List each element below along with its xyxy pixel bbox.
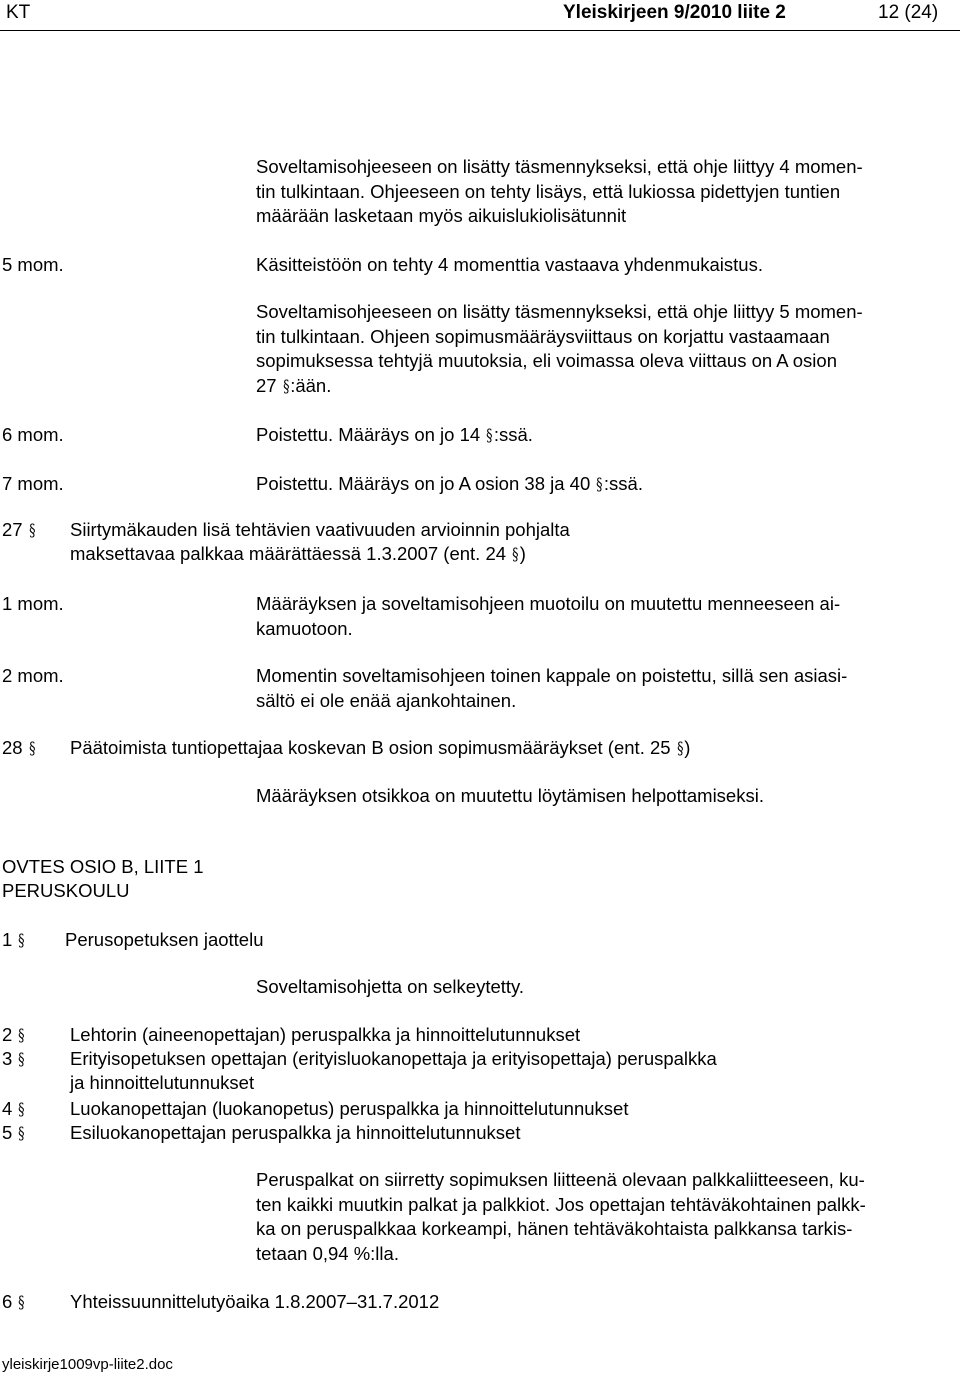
section-number: 6 <box>2 1291 13 1312</box>
section-sign-icon: § <box>282 376 290 397</box>
header-title: Yleiskirjeen 9/2010 liite 2 <box>563 2 786 23</box>
mom7-text <box>256 472 643 497</box>
section-number: 1 <box>2 929 13 950</box>
section-1-number <box>2 928 26 953</box>
section-27-title: Siirtymäkauden lisä tehtävien vaativuuden arvioinnin pohjalta <box>70 519 570 540</box>
title-suffix: ) <box>684 737 691 758</box>
section-28-title <box>70 736 690 761</box>
text-line: kamuotoon. <box>256 617 353 639</box>
section-3-title: Erityisopetuksen opettajan (erityisluokanopettaja ja erityisopettaja) peruspalkka <box>70 1048 717 1069</box>
section-27-title-cont <box>70 542 526 567</box>
section-28-note: Määräyksen otsikkoa on muutettu löytämisen helpottamiseksi. <box>256 785 764 806</box>
mom1-text <box>256 592 956 641</box>
section-number: 27 <box>2 519 23 540</box>
text-line: ten kaikki muutkin palkat ja palkkiot. Jos opettajan tehtäväkohtainen palkk- <box>256 1193 866 1215</box>
paragraph-salary-note <box>256 1168 956 1266</box>
section-sign-icon: § <box>18 1100 25 1120</box>
section-6-title: Yhteissuunnittelutyöaika 1.8.2007–31.7.2012 <box>70 1291 440 1312</box>
footer-filename: yleiskirje1009vp-liite2.doc <box>2 1356 173 1373</box>
section-sign-icon: § <box>18 1293 25 1313</box>
section-number: 5 <box>2 1122 13 1143</box>
section-sign-icon: § <box>28 739 36 759</box>
text-line: tin tulkintaan. Ohjeen sopimusmääräysviittaus on korjattu vastaamaan <box>256 325 830 347</box>
section-sign-icon: § <box>18 1124 25 1144</box>
section-4-title: Luokanopettajan (luokanopetus) peruspalkka ja hinnoittelutunnukset <box>70 1098 629 1119</box>
ref-number: 27 <box>256 374 277 396</box>
mom5-label: 5 mom. <box>2 254 64 275</box>
mom6-label: 6 mom. <box>2 424 64 445</box>
section-number: 28 <box>2 737 23 758</box>
section-27-number <box>2 518 36 543</box>
section-sign-icon: § <box>18 1026 25 1046</box>
text-line: Soveltamisohjeeseen on lisätty täsmennykseksi, että ohje liittyy 4 momen- <box>256 156 863 177</box>
header-left: KT <box>6 2 31 23</box>
section-number: 3 <box>2 1048 13 1069</box>
title-text: maksettavaa palkkaa määrättäessä 1.3.2007 (ent. 24 <box>70 543 507 564</box>
mom6-suffix: :ssä. <box>493 424 533 445</box>
section-5-title: Esiluokanopettajan peruspalkka ja hinnoittelutunnukset <box>70 1122 521 1143</box>
text-line: Peruspalkat on siirretty sopimuksen liitteenä olevaan palkkaliitteeseen, ku- <box>256 1169 865 1190</box>
mom7-prefix: Poistettu. Määräys on jo A osion 38 ja 40 <box>256 473 591 494</box>
ovtes-subheading: PERUSKOULU <box>2 880 130 901</box>
text-line: tetaan 0,94 %:lla. <box>256 1242 399 1264</box>
paragraph-5mom-note <box>256 300 956 399</box>
section-1-note: Soveltamisohjetta on selkeytetty. <box>256 976 525 997</box>
section-sign-icon: § <box>28 521 36 541</box>
section-6-number <box>2 1290 26 1315</box>
section-sign-icon: § <box>18 1050 25 1070</box>
section-28-number <box>2 736 36 761</box>
section-sign-icon: § <box>512 545 519 565</box>
section-3-title-cont: ja hinnoittelutunnukset <box>70 1072 255 1093</box>
header-rule <box>0 30 960 31</box>
section-2-number <box>2 1023 26 1048</box>
mom7-label: 7 mom. <box>2 473 64 494</box>
text-line: Momentin soveltamisohjeen toinen kappale on poistettu, sillä sen asiasi- <box>256 665 848 686</box>
text-line: Soveltamisohjeeseen on lisätty täsmennykseksi, että ohje liittyy 5 momen- <box>256 301 863 322</box>
text-line: ka on peruspalkkaa korkeampi, hänen tehtäväkohtaista palkkansa tarkis- <box>256 1218 853 1239</box>
ref-suffix: :ään. <box>290 374 332 396</box>
section-sign-icon: § <box>18 931 25 951</box>
text-line: sältö ei ole enää ajankohtainen. <box>256 689 517 711</box>
section-sign-icon: § <box>676 739 684 759</box>
section-1-title: Perusopetuksen jaottelu <box>65 929 264 950</box>
ovtes-heading: OVTES OSIO B, LIITE 1 <box>2 856 204 877</box>
section-5-number <box>2 1121 26 1146</box>
text-line: Määräyksen ja soveltamisohjeen muotoilu on muutettu menneeseen ai- <box>256 593 841 614</box>
page-number: 12 (24) <box>878 2 939 23</box>
section-sign-icon: § <box>486 426 493 446</box>
mom7-suffix: :ssä. <box>603 473 643 494</box>
section-3-number <box>2 1047 26 1072</box>
title-text: Päätoimista tuntiopettajaa koskevan B osion sopimusmääräykset (ent. 25 <box>70 737 671 758</box>
mom2-text <box>256 664 956 713</box>
section-number: 2 <box>2 1024 13 1045</box>
mom2-label: 2 mom. <box>2 665 64 686</box>
mom6-text <box>256 423 533 448</box>
text-line <box>256 374 956 400</box>
section-number: 4 <box>2 1098 13 1119</box>
text-line: sopimuksessa tehtyjä muutoksia, eli voimassa oleva viittaus on A osion <box>256 350 837 371</box>
mom5-text: Käsitteistöön on tehty 4 momenttia vastaava yhdenmukaistus. <box>256 254 763 275</box>
section-4-number <box>2 1097 26 1122</box>
section-sign-icon: § <box>596 475 603 495</box>
mom6-prefix: Poistettu. Määräys on jo 14 <box>256 424 481 445</box>
title-suffix: ) <box>519 543 526 564</box>
text-line: tin tulkintaan. Ohjeeseen on tehty lisäys, että lukiossa pidettyjen tuntien <box>256 180 841 202</box>
text-line: määrään lasketaan myös aikuislukiolisätunnit <box>256 205 627 226</box>
mom1-label: 1 mom. <box>2 593 64 614</box>
section-2-title: Lehtorin (aineenopettajan) peruspalkka ja hinnoittelutunnukset <box>70 1024 581 1045</box>
paragraph-4mom-note <box>256 155 956 229</box>
